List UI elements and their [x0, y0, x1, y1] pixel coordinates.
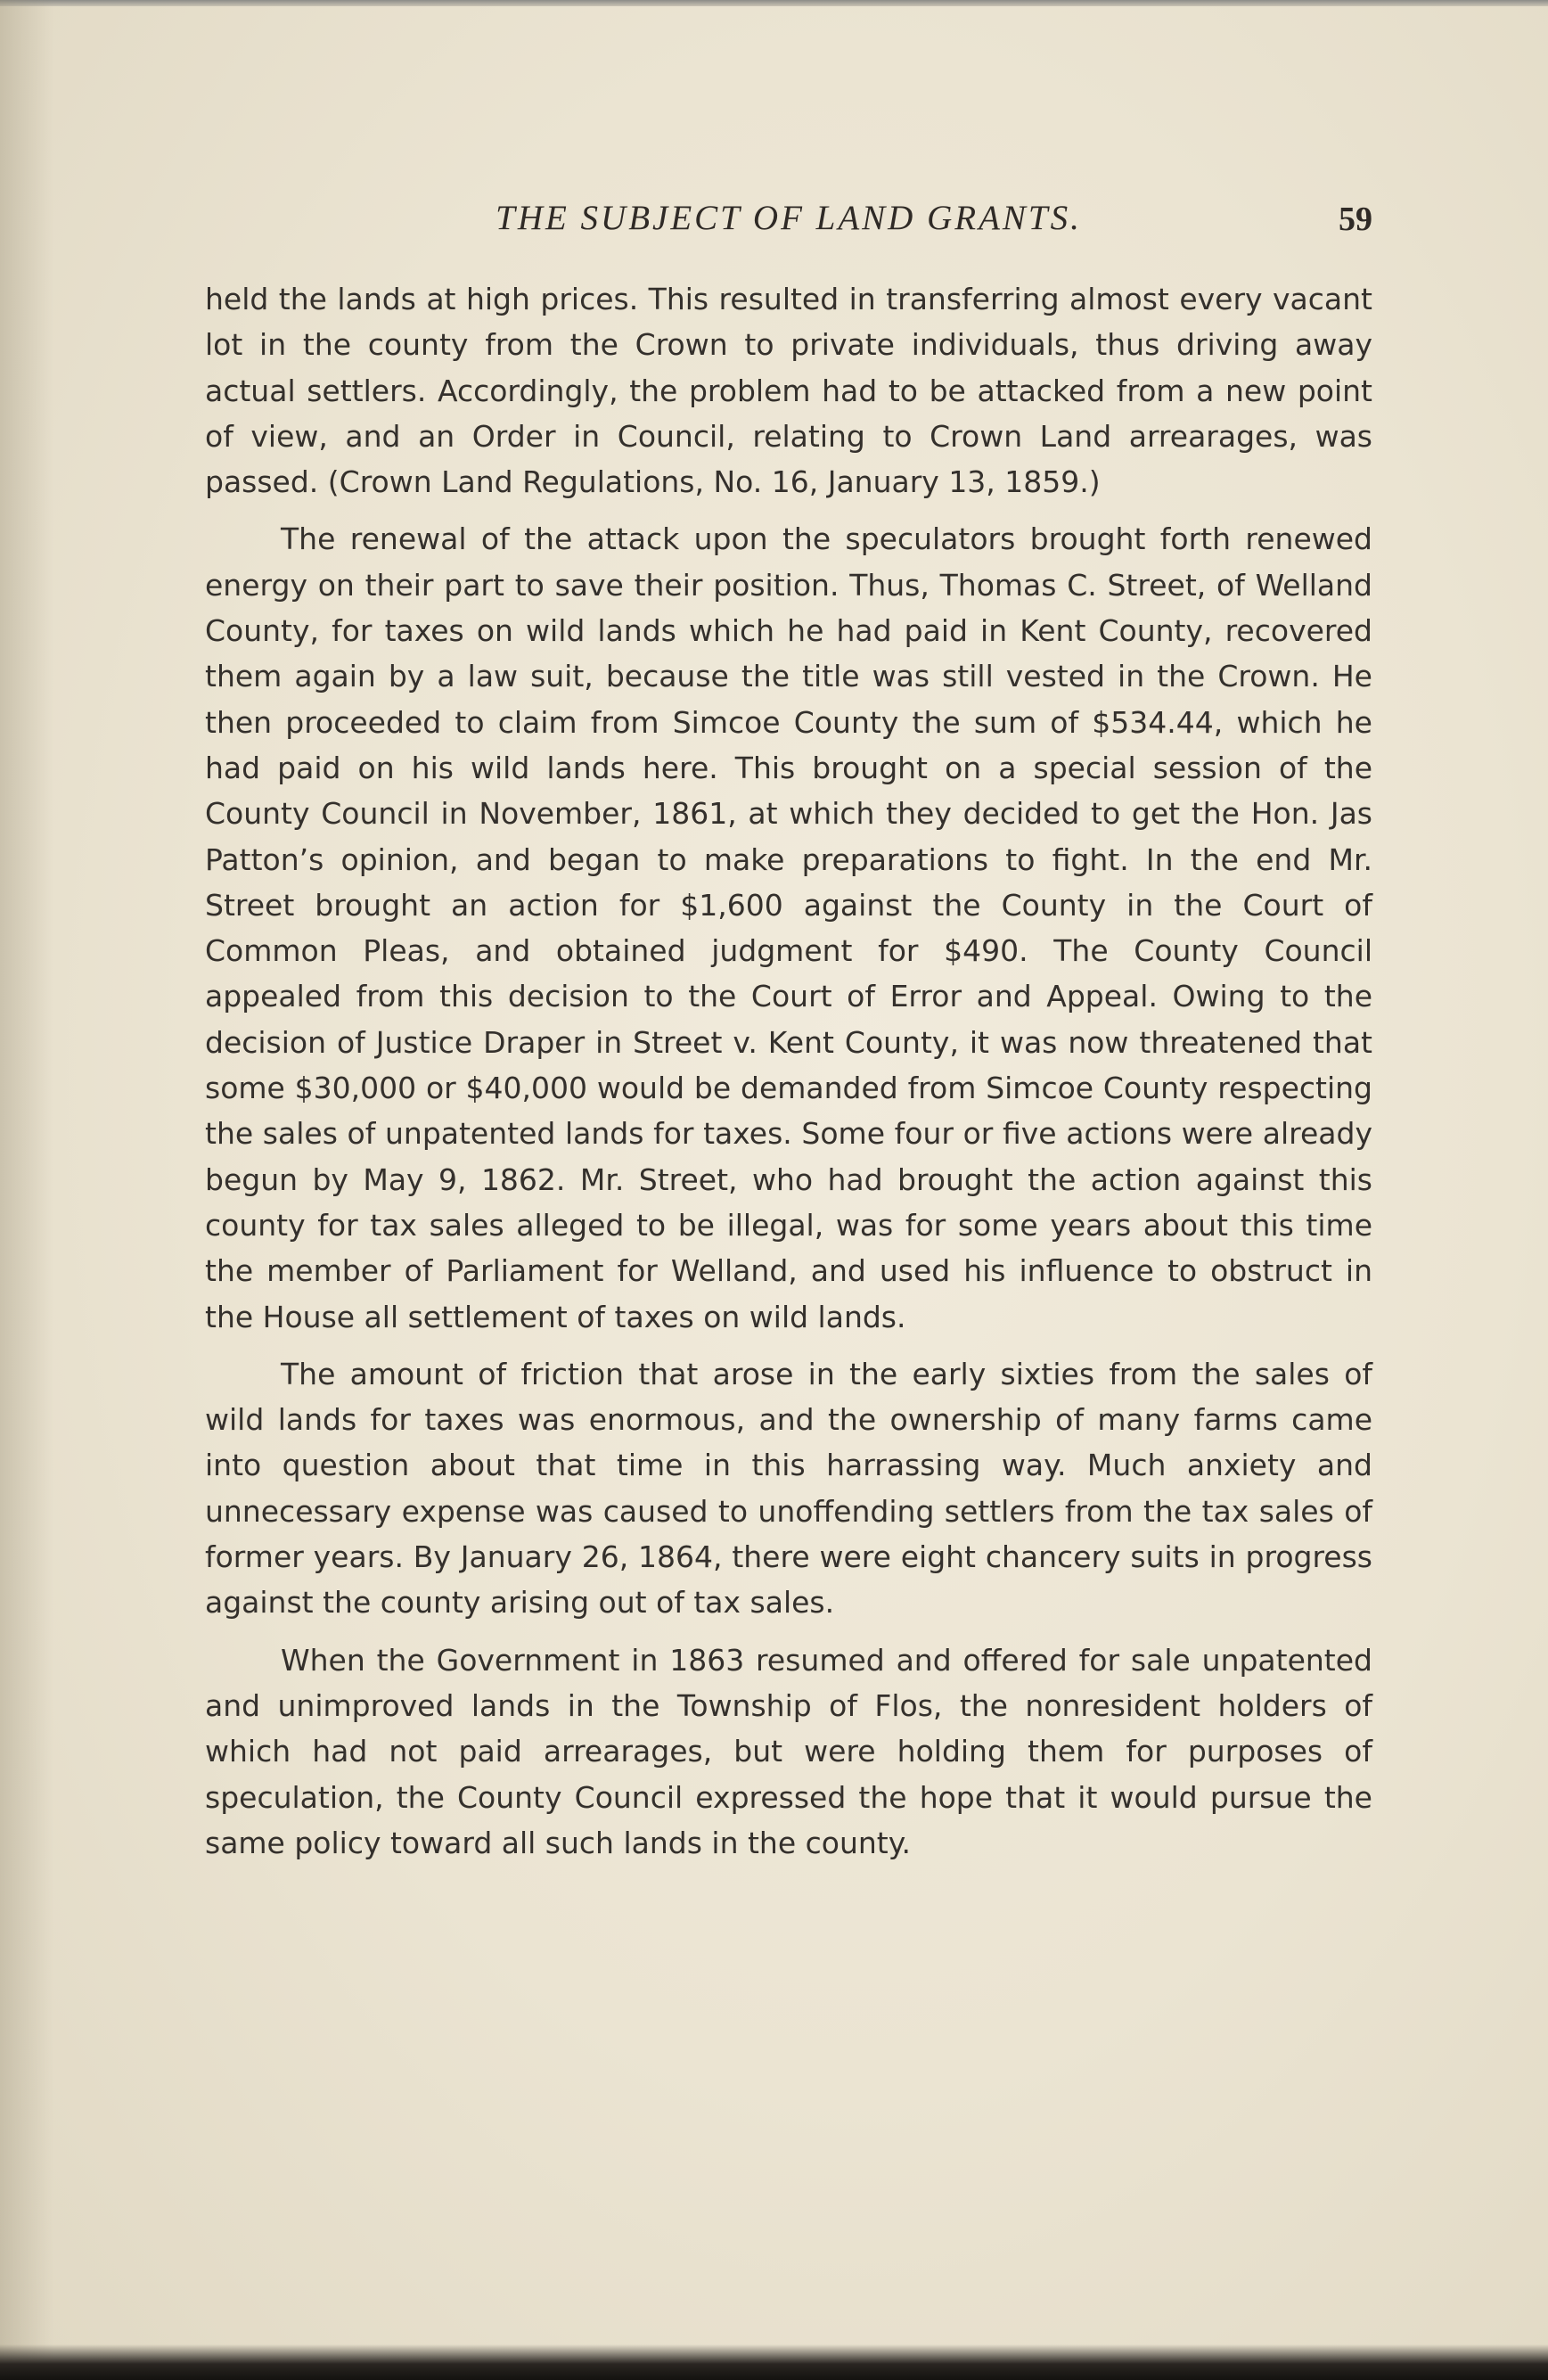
running-header [205, 198, 1372, 251]
paragraph: The renewal of the attack upon the speculators brought forth renewed energy on their part to save their position. Thus, Thomas C. Street, of Welland County, for taxes on wild lands which he had paid in Kent County, recovered them again by a law suit, because the title was still vested in the Crown. He then proceeded to claim from Simcoe County the sum of $534.44, which he had paid on his wild lands here. This brought on a special session of the County Council in November, 1861, at which they decided to get the Hon. Jas Patton’s opinion, and began to make preparations to fight. In the end Mr. Street brought an action for $1,600 against the County in the Court of Common Pleas, and obtained judgment for $490. The County Council appealed from this decision to the Court of Error and Appeal. Owing to the decision of Justice Draper in Street v. Kent County, it was now threatened that some $30,000 or $40,000 would be demanded from Simcoe County respecting the sales of unpatented lands for taxes. Some four or five actions were already begun by May 9, 1862. Mr. Street, who had brought the action against this county for tax sales alleged to be illegal, was for some years about this time the member of Parliament for Welland, and used his influence to obstruct in the House all settlement of taxes on wild lands. [205, 521, 1372, 1334]
page-bottom-edge [0, 2344, 1548, 2380]
page-top-edge [0, 0, 1548, 6]
paragraph: held the lands at high prices. This resulted in transferring almost every vacant lot in the county from the Crown to private individuals, thus driving away actual settlers. Accordingly, the problem had to be attacked from a new point of view, and an Order in Council, relating to Crown Land arrearages, was passed. (Crown Land Regulations, No. 16, January 13, 1859.) [205, 282, 1372, 500]
spine-shadow [0, 0, 53, 2380]
paragraph: The amount of friction that arose in the early sixties from the sales of wild lands for taxes was enormous, and the ownership of many farms came into question about that time in this harrassing way. Much anxiety and unnecessary expense was caused to unoffending settlers from the tax sales of former years. By January 26, 1864, there were eight chancery suits in progress against the county arising out of tax sales. [205, 1356, 1372, 1621]
running-title: THE SUBJECT OF LAND GRANTS. [496, 199, 1082, 237]
paragraph: When the Government in 1863 resumed and offered for sale unpatented and unimproved lands in the Township of Flos, the nonresident holders of which had not paid arrearages, but were holding them for purposes of speculation, the County Council expressed the hope that it would pursue the same policy toward all such lands in the county. [205, 1642, 1372, 1860]
page-number: 59 [1339, 201, 1372, 238]
body-text [205, 276, 1372, 1877]
